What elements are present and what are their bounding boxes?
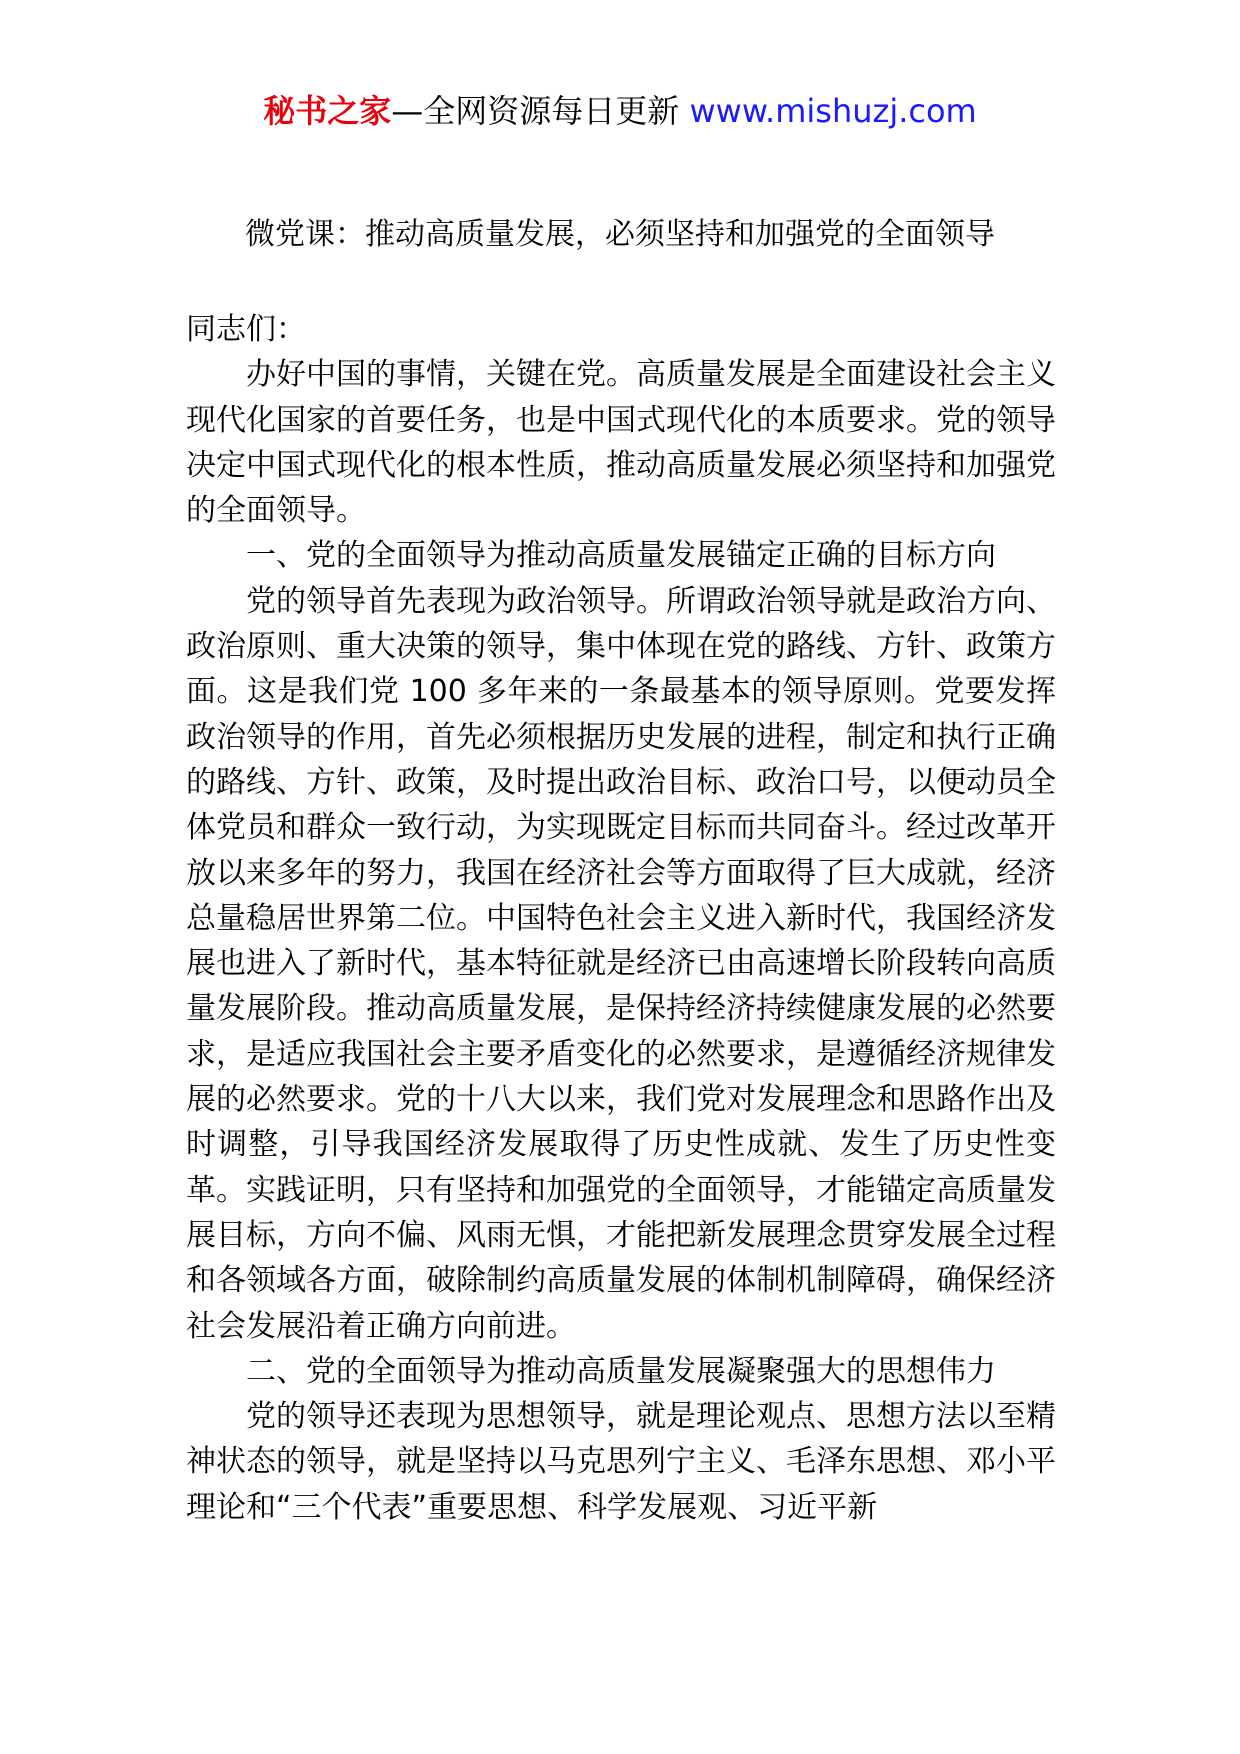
site-brand: 秘书之家 [263,92,392,130]
site-url-link[interactable]: www.mishuzj.com [689,92,977,130]
salutation: 同志们： [186,312,306,347]
body-paragraph: 党的领导还表现为思想领导，就是理论观点、思想方法以至精神状态的领导，就是坚持以马克思列宁主义、毛泽东思想、邓小平理论和“三个代表”重要思想、科学发展观、习近平新 [186,1399,1056,1525]
section-heading-1: 一、党的全面领导为推动高质量发展锚定正确的目标方向 [246,538,996,574]
section-heading-2: 二、党的全面领导为推动高质量发展凝聚强大的思想伟力 [246,1353,996,1389]
site-header [0,88,1240,134]
body-paragraph: 办好中国的事情，关键在党。高质量发展是全面建设社会主义现代化国家的首要任务，也是中国式现代化的本质要求。党的领导决定中国式现代化的根本性质，推动高质量发展必须坚持和加强党的全面领导。 [186,357,1056,529]
body-paragraph: 党的领导首先表现为政治领导。所谓政治领导就是政治方向、政治原则、重大决策的领导，集中体现在党的路线、方针、政策方面。这是我们党 100 多年来的一条最基本的领导原则。党要发挥政治领导的作用，首先必须根据历史发展的进程，制定和执行正确的路线、方针、政策，及时提出政治目标、政治口号，以便动员全体党员和群众一致行动，为实现既定目标而共同奋斗。经过改革开放以来多年的努力，我国在经济社会等方面取得了巨大成就，经济总量稳居世界第二位。中国特色社会主义进入新时代，我国经济发展也进入了新时代，基本特征就是经济已由高速增长阶段转向高质量发展阶段。推动高质量发展，是保持经济持续健康发展的必然要求，是适应我国社会主要矛盾变化的必然要求，是遵循经济规律发展的必然要求。党的十八大以来，我们党对发展理念和思路作出及时调整，引导我国经济发展取得了历史性成就、发生了历史性变革。实践证明，只有坚持和加强党的全面领导，才能锚定高质量发展目标，方向不偏、风雨无惧，才能把新发展理念贯穿发展全过程和各领域各方面，破除制约高质量发展的体制机制障碍，确保经济社会发展沿着正确方向前进。 [186,583,1056,1344]
site-tagline: —全网资源每日更新 [391,92,690,130]
document-title: 微党课：推动高质量发展，必须坚持和加强党的全面领导 [245,217,995,252]
document-body [186,307,1056,1530]
